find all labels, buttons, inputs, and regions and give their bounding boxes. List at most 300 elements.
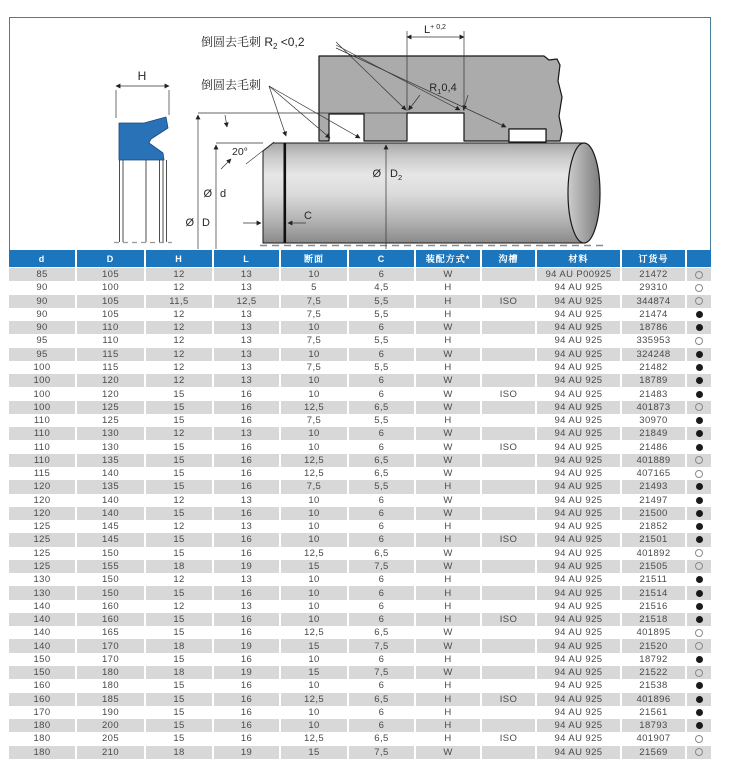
availability-cell — [687, 520, 711, 533]
label-deburr-r2: 倒圆去毛刺 $R_2 <0,2$ — [201, 35, 305, 51]
table-cell: H — [416, 586, 482, 599]
availability-dot-open — [695, 284, 703, 292]
table-cell: 5,5 — [349, 361, 416, 374]
column-header-装配方式*: 装配方式* — [416, 250, 482, 267]
table-cell: 85 — [9, 268, 77, 281]
column-header-D: D — [77, 250, 146, 267]
table-cell: 94 AU 925 — [537, 666, 622, 679]
table-cell: 344874 — [622, 295, 687, 308]
table-cell — [482, 679, 537, 692]
table-cell: 16 — [214, 414, 281, 427]
table-cell: 94 AU 925 — [537, 414, 622, 427]
availability-cell — [687, 295, 711, 308]
table-cell: 110 — [9, 414, 77, 427]
availability-dot-filled — [696, 391, 703, 398]
availability-dot-open — [695, 629, 703, 637]
table-cell: 94 AU 925 — [537, 706, 622, 719]
table-cell: 13 — [214, 494, 281, 507]
table-cell: 401889 — [622, 454, 687, 467]
table-row — [9, 361, 711, 374]
table-cell: 125 — [9, 560, 77, 573]
table-cell: 100 — [9, 361, 77, 374]
table-cell: 120 — [77, 387, 146, 400]
table-cell: 15 — [281, 746, 349, 759]
availability-cell — [687, 626, 711, 639]
table-cell: 170 — [9, 706, 77, 719]
table-cell — [482, 666, 537, 679]
table-cell: 16 — [214, 719, 281, 732]
table-cell: 15 — [146, 693, 214, 706]
table-cell: 94 AU 925 — [537, 639, 622, 652]
table-cell: 10 — [281, 533, 349, 546]
table-cell: 6 — [349, 321, 416, 334]
table-cell: 18 — [146, 639, 214, 652]
table-cell: H — [416, 706, 482, 719]
availability-dot-filled — [696, 483, 703, 490]
table-cell: 140 — [77, 467, 146, 480]
table-cell: 94 AU 925 — [537, 454, 622, 467]
table-cell: 10 — [281, 321, 349, 334]
table-cell: 10 — [281, 268, 349, 281]
table-cell: 10 — [281, 679, 349, 692]
table-cell: 16 — [214, 653, 281, 666]
table-cell: ISO — [482, 440, 537, 453]
rod-shaft — [260, 143, 604, 246]
table-cell — [482, 348, 537, 361]
table-cell: 140 — [77, 507, 146, 520]
availability-dot-open — [695, 669, 703, 677]
table-cell: 21483 — [622, 387, 687, 400]
table-cell: 100 — [9, 387, 77, 400]
table-cell: 140 — [9, 639, 77, 652]
table-cell: 110 — [9, 427, 77, 440]
table-cell: W — [416, 560, 482, 573]
table-cell — [482, 374, 537, 387]
table-cell: 16 — [214, 732, 281, 745]
availability-dot-open — [695, 456, 703, 464]
table-cell: 94 AU 925 — [537, 361, 622, 374]
availability-dot-filled — [696, 497, 703, 504]
table-cell: 13 — [214, 321, 281, 334]
table-cell: 15 — [146, 586, 214, 599]
table-cell: 5,5 — [349, 414, 416, 427]
table-cell: 94 AU 925 — [537, 719, 622, 732]
availability-cell — [687, 427, 711, 440]
table-cell: ISO — [482, 533, 537, 546]
table-cell: 19 — [214, 639, 281, 652]
availability-cell — [687, 374, 711, 387]
table-cell: 94 AU 925 — [537, 440, 622, 453]
availability-dot-filled — [696, 709, 703, 716]
technical-drawing — [9, 17, 711, 250]
table-cell: 6,5 — [349, 626, 416, 639]
table-row — [9, 268, 711, 281]
table-cell: 115 — [77, 361, 146, 374]
table-cell: 95 — [9, 334, 77, 347]
table-cell: 150 — [9, 653, 77, 666]
label-h-dim: H — [137, 69, 147, 83]
label-dia-D-prefix: Ø — [185, 217, 194, 229]
table-cell: W — [416, 626, 482, 639]
column-header-H: H — [146, 250, 214, 267]
table-cell: 110 — [77, 334, 146, 347]
table-row — [9, 414, 711, 427]
table-cell: 21500 — [622, 507, 687, 520]
table-cell: 6 — [349, 387, 416, 400]
table-cell: 15 — [146, 533, 214, 546]
table-cell: 12,5 — [281, 454, 349, 467]
table-cell: 185 — [77, 693, 146, 706]
table-cell: 15 — [146, 613, 214, 626]
table-cell: 6 — [349, 268, 416, 281]
table-row — [9, 746, 711, 759]
availability-dot-filled — [696, 510, 703, 517]
table-cell: 15 — [281, 560, 349, 573]
table-cell: W — [416, 494, 482, 507]
table-cell: 105 — [77, 295, 146, 308]
table-cell: 155 — [77, 560, 146, 573]
table-cell: 12,5 — [281, 547, 349, 560]
table-cell: 12 — [146, 268, 214, 281]
table-cell: 15 — [146, 401, 214, 414]
availability-cell — [687, 533, 711, 546]
table-cell: 18 — [146, 560, 214, 573]
table-cell: 94 AU 925 — [537, 387, 622, 400]
availability-dot-filled — [696, 590, 703, 597]
table-row — [9, 706, 711, 719]
table-cell: 135 — [77, 454, 146, 467]
table-cell: 6 — [349, 573, 416, 586]
table-cell: 5,5 — [349, 334, 416, 347]
table-cell — [482, 573, 537, 586]
table-cell: 94 AU 925 — [537, 467, 622, 480]
table-cell — [482, 334, 537, 347]
table-cell: 6 — [349, 706, 416, 719]
table-row — [9, 440, 711, 453]
table-row — [9, 467, 711, 480]
table-cell: 150 — [77, 573, 146, 586]
availability-dot-filled — [696, 523, 703, 530]
table-cell: 18 — [146, 746, 214, 759]
table-cell: 6 — [349, 600, 416, 613]
table-cell: 19 — [214, 560, 281, 573]
table-cell: 6,5 — [349, 547, 416, 560]
table-cell: H — [416, 295, 482, 308]
table-cell: 125 — [9, 533, 77, 546]
table-cell: 94 AU 925 — [537, 653, 622, 666]
table-cell — [482, 308, 537, 321]
table-cell: 100 — [77, 281, 146, 294]
table-cell: 130 — [77, 427, 146, 440]
availability-cell — [687, 467, 711, 480]
table-cell: 94 AU 925 — [537, 494, 622, 507]
table-cell: 120 — [9, 480, 77, 493]
table-cell: W — [416, 454, 482, 467]
table-cell: 5,5 — [349, 308, 416, 321]
table-cell: 15 — [281, 639, 349, 652]
table-row — [9, 666, 711, 679]
availability-cell — [687, 348, 711, 361]
availability-dot-filled — [696, 576, 703, 583]
table-cell: 18793 — [622, 719, 687, 732]
table-cell: 120 — [9, 507, 77, 520]
table-cell: 94 AU 925 — [537, 573, 622, 586]
table-cell: 5,5 — [349, 295, 416, 308]
table-cell: 10 — [281, 374, 349, 387]
table-cell: H — [416, 361, 482, 374]
table-cell: 145 — [77, 520, 146, 533]
table-cell: 12 — [146, 573, 214, 586]
table-cell: W — [416, 666, 482, 679]
table-cell: 145 — [77, 533, 146, 546]
table-cell: 130 — [9, 573, 77, 586]
table-cell: 15 — [146, 507, 214, 520]
table-cell: 180 — [77, 679, 146, 692]
table-header-row — [9, 250, 711, 267]
table-cell: H — [416, 520, 482, 533]
table-cell: 407165 — [622, 467, 687, 480]
table-cell: 12 — [146, 494, 214, 507]
table-cell: 15 — [146, 480, 214, 493]
table-cell: 125 — [77, 414, 146, 427]
table-cell: 7,5 — [281, 295, 349, 308]
table-cell: 18792 — [622, 653, 687, 666]
table-cell: 335953 — [622, 334, 687, 347]
wiping-edge-line — [284, 143, 287, 243]
table-cell: 10 — [281, 573, 349, 586]
table-cell: 180 — [9, 719, 77, 732]
availability-dot-open — [695, 297, 703, 305]
table-cell: 15 — [146, 440, 214, 453]
label-l-dim: $L^{+ 0,2}$ — [424, 24, 446, 36]
table-cell: 6 — [349, 374, 416, 387]
table-cell: W — [416, 547, 482, 560]
table-row — [9, 387, 711, 400]
table-cell — [482, 586, 537, 599]
table-cell: 105 — [77, 268, 146, 281]
table-cell: 21520 — [622, 639, 687, 652]
table-cell: 13 — [214, 334, 281, 347]
table-cell: 94 AU 925 — [537, 295, 622, 308]
table-cell: 10 — [281, 387, 349, 400]
table-cell: 21493 — [622, 480, 687, 493]
table-cell: 10 — [281, 600, 349, 613]
availability-dot-open — [695, 748, 703, 756]
table-cell: 5 — [281, 281, 349, 294]
table-cell — [482, 467, 537, 480]
table-cell: 15 — [146, 467, 214, 480]
table-cell: 7,5 — [349, 639, 416, 652]
availability-cell — [687, 586, 711, 599]
table-cell: 94 AU 925 — [537, 600, 622, 613]
table-cell: 6 — [349, 679, 416, 692]
availability-dot-filled — [696, 324, 703, 331]
table-cell: 12 — [146, 281, 214, 294]
table-cell: 200 — [77, 719, 146, 732]
availability-cell — [687, 401, 711, 414]
table-row — [9, 401, 711, 414]
table-cell: W — [416, 639, 482, 652]
table-cell: 6 — [349, 586, 416, 599]
table-cell: 21852 — [622, 520, 687, 533]
table-cell: 15 — [146, 387, 214, 400]
table-row — [9, 520, 711, 533]
table-cell: 94 AU 925 — [537, 560, 622, 573]
table-cell: 21511 — [622, 573, 687, 586]
table-cell: 180 — [9, 732, 77, 745]
availability-cell — [687, 693, 711, 706]
column-header-C: C — [349, 250, 416, 267]
column-header-沟槽: 沟槽 — [482, 250, 537, 267]
table-cell: 95 — [9, 348, 77, 361]
table-cell: 150 — [77, 586, 146, 599]
table-cell: W — [416, 268, 482, 281]
table-cell: 94 AU 925 — [537, 586, 622, 599]
table-cell: 401896 — [622, 693, 687, 706]
availability-cell — [687, 573, 711, 586]
table-row — [9, 626, 711, 639]
table-row — [9, 732, 711, 745]
table-cell: H — [416, 308, 482, 321]
table-cell: 94 AU P00925 — [537, 268, 622, 281]
table-cell: 16 — [214, 706, 281, 719]
table-cell: 210 — [77, 746, 146, 759]
table-cell: H — [416, 613, 482, 626]
availability-dot-filled — [696, 444, 703, 451]
table-cell: 18789 — [622, 374, 687, 387]
table-cell: 6 — [349, 653, 416, 666]
availability-dot-filled — [696, 351, 703, 358]
table-cell: W — [416, 440, 482, 453]
availability-cell — [687, 547, 711, 560]
table-cell — [482, 719, 537, 732]
table-cell: 110 — [9, 454, 77, 467]
availability-cell — [687, 268, 711, 281]
table-row — [9, 613, 711, 626]
table-cell: 19 — [214, 746, 281, 759]
table-cell: 100 — [9, 401, 77, 414]
table-cell: 10 — [281, 653, 349, 666]
table-cell: H — [416, 414, 482, 427]
table-cell: 16 — [214, 586, 281, 599]
table-cell: 94 AU 925 — [537, 427, 622, 440]
table-cell: 29310 — [622, 281, 687, 294]
table-cell: 10 — [281, 520, 349, 533]
table-cell: 15 — [146, 653, 214, 666]
availability-cell — [687, 666, 711, 679]
table-cell: 5,5 — [349, 480, 416, 493]
table-cell — [482, 560, 537, 573]
table-cell: 7,5 — [349, 666, 416, 679]
availability-cell — [687, 706, 711, 719]
table-row — [9, 679, 711, 692]
table-cell — [482, 414, 537, 427]
availability-dot-open — [695, 549, 703, 557]
table-cell: 94 AU 925 — [537, 732, 622, 745]
table-cell: 21472 — [622, 268, 687, 281]
label-dia-D2: D2 — [390, 168, 403, 182]
table-cell: W — [416, 387, 482, 400]
table-cell: 110 — [9, 440, 77, 453]
seal-cross-section — [114, 117, 172, 243]
table-cell: 12 — [146, 308, 214, 321]
table-cell: 190 — [77, 706, 146, 719]
availability-cell — [687, 653, 711, 666]
table-cell: 115 — [77, 348, 146, 361]
table-cell: 120 — [77, 374, 146, 387]
availability-cell — [687, 440, 711, 453]
table-cell: 94 AU 925 — [537, 547, 622, 560]
table-cell: 160 — [9, 679, 77, 692]
table-cell: 125 — [9, 520, 77, 533]
table-cell: 12,5 — [281, 401, 349, 414]
table-cell: 130 — [77, 440, 146, 453]
table-cell — [482, 520, 537, 533]
table-cell: 13 — [214, 268, 281, 281]
table-cell: W — [416, 427, 482, 440]
table-cell: 140 — [9, 600, 77, 613]
table-cell — [482, 653, 537, 666]
table-cell: 7,5 — [281, 414, 349, 427]
table-cell: 12 — [146, 321, 214, 334]
table-cell: 6 — [349, 719, 416, 732]
table-cell: 115 — [9, 467, 77, 480]
table-cell: 13 — [214, 573, 281, 586]
table-cell: 94 AU 925 — [537, 308, 622, 321]
table-cell: 94 AU 925 — [537, 348, 622, 361]
column-header-availability — [687, 250, 711, 267]
table-cell — [482, 639, 537, 652]
table-cell: 94 AU 925 — [537, 693, 622, 706]
table-cell: 150 — [9, 666, 77, 679]
table-cell: 6 — [349, 427, 416, 440]
table-cell — [482, 361, 537, 374]
table-row — [9, 427, 711, 440]
label-dia-d-prefix: Ø — [203, 188, 212, 200]
table-cell: 12,5 — [281, 693, 349, 706]
table-cell: 12 — [146, 361, 214, 374]
availability-dot-filled — [696, 603, 703, 610]
table-cell: 125 — [9, 547, 77, 560]
table-cell: 21522 — [622, 666, 687, 679]
availability-cell — [687, 600, 711, 613]
table-row — [9, 573, 711, 586]
table-cell — [482, 494, 537, 507]
table-row — [9, 348, 711, 361]
table-row — [9, 639, 711, 652]
table-row — [9, 653, 711, 666]
table-cell: 12,5 — [281, 732, 349, 745]
table-cell: 16 — [214, 679, 281, 692]
availability-cell — [687, 507, 711, 520]
table-cell: H — [416, 653, 482, 666]
table-cell — [482, 746, 537, 759]
table-cell: W — [416, 507, 482, 520]
table-cell: 401873 — [622, 401, 687, 414]
table-cell: 15 — [146, 679, 214, 692]
table-cell: 6 — [349, 440, 416, 453]
table-cell: 94 AU 925 — [537, 401, 622, 414]
table-cell: 10 — [281, 494, 349, 507]
table-cell: 21505 — [622, 560, 687, 573]
table-cell: 94 AU 925 — [537, 613, 622, 626]
table-cell: 15 — [146, 626, 214, 639]
availability-cell — [687, 746, 711, 759]
label-c-dim: C — [304, 210, 312, 222]
table-cell: 21514 — [622, 586, 687, 599]
table-row — [9, 494, 711, 507]
table-cell: 16 — [214, 533, 281, 546]
